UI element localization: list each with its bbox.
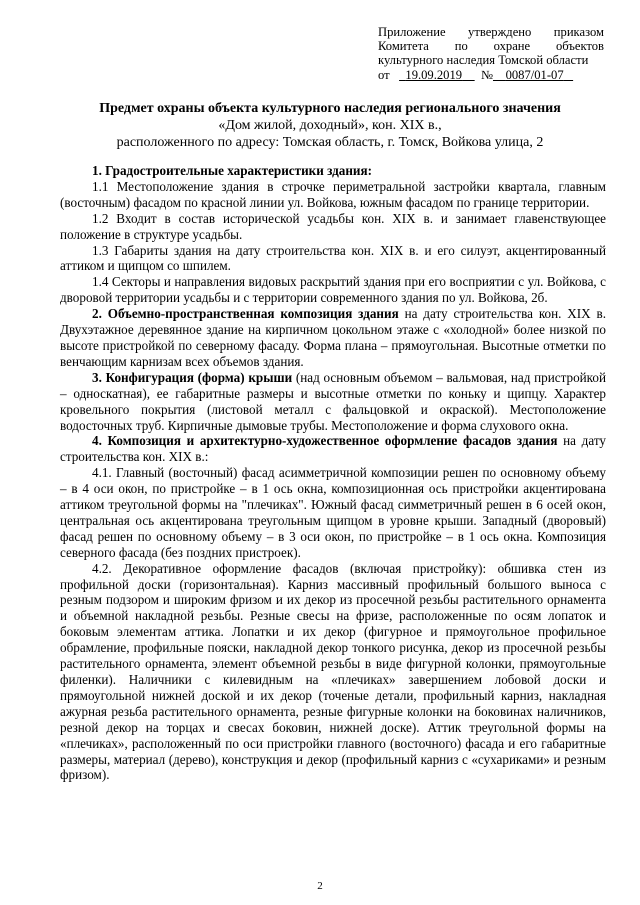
document-title <box>60 100 600 151</box>
approval-line-1: Приложение утверждено приказом <box>378 25 604 39</box>
approval-line-2: Комитета по охране объектов <box>378 39 604 54</box>
title-line-3: расположенного по адресу: Томская область, г. Томск, Войкова улица, 2 <box>116 135 544 150</box>
section-2-heading: 2. Объемно-пространственная композиция здания <box>92 306 399 322</box>
approval-date-line <box>378 68 604 82</box>
paragraph-1-1: 1.1 Местоположение здания в строчке периметральной застройки квартала, главным (восточным) фасадом по красной линии ул. Войкова, южным фасадом по границе территории. <box>60 178 606 210</box>
section-3-heading: 3. Конфигурация (форма) крыши <box>92 369 293 385</box>
section-4-heading: 4. Композиция и архитектурно-художественное оформление фасадов здания <box>92 433 558 449</box>
paragraph-4-2: 4.2. Декоративное оформление фасадов (включая пристройку): обшивка стен из профильной доски (горизонтальная). Карниз массивный профильный большого выноса с резным подзором и широким фризом и их декор из просечной резьбы растительного орнамента и объемной накладной резьбы. Резные свесы на фризе, расположенные по осям лопаток и боковым элементам аттика. Лопатки и их декор (фигурное и прямоугольное профильное обрамление, профильные пояски, накладной декор тонкого рисунка, декор из просечной резьбы растительного орнамента, элемент объемной резьбы в виде фигурной колонки, прямоугольные филенки). Наличники с килевидным на «плечиках» завершением лобовой доски и прямоугольной нижней доской и их декор (точеные детали, профильный карниз, накладная ажурная резьба растительного орнамента, резные фигурные колонки на боковинах наличников, резной декор на торцах и свесах боковин, нижней доске). Аттик треугольной формы на «плечиках», расположенный по оси пристройки главного (восточного) фасада и его габаритные размеры, материал (дерево), конструкция и декор (профильный карниз с «сухариками» и резным фризом). <box>60 560 606 783</box>
section-4 <box>60 433 606 465</box>
title-line-2: «Дом жилой, доходный», кон. XIX в., <box>218 118 442 133</box>
approval-number: 0087/01-07 <box>505 67 564 82</box>
section-3 <box>60 370 606 434</box>
title-line-1: Предмет охраны объекта культурного наследия регионального значения <box>99 101 561 116</box>
from-label: от <box>378 67 390 82</box>
approval-date: 19.09.2019 <box>405 67 463 82</box>
approval-stamp <box>378 25 604 82</box>
paragraph-1-3: 1.3 Габариты здания на дату строительства кон. XIX в. и его силуэт, акцентированный аттиком и щипцом со шпилем. <box>60 242 606 274</box>
section-3-text: (над основным объемом – вальмовая, над пристройкой – односкатная), ее габаритные размеры и высотные отметки по коньку и щипцу. Характер кровельного покрытия (листовой металл с фальцовкой и окраской). Местоположение водосточных труб. Кирпичные дымовые трубы. Местоположение и форма слухового окна. <box>60 369 606 433</box>
page-number: 2 <box>317 880 323 892</box>
section-2 <box>60 306 606 370</box>
paragraph-1-2: 1.2 Входит в состав исторической усадьбы кон. XIX в. и занимает главенствующее положение в структуре усадьбы. <box>60 210 606 242</box>
number-label: № <box>480 67 493 82</box>
section-1-heading: 1. Градостроительные характеристики здания: <box>92 163 372 178</box>
document-body <box>60 163 606 783</box>
section-2-text: на дату строительства кон. XIX в. Двухэтажное деревянное здание на кирпичном цокольном этаже с «холодной» более низкой по высоте пристройкой по северному фасаду. Форма плана – прямоугольная. Высотные отметки по венчающим карнизам всех объемов здания. <box>60 306 606 369</box>
paragraph-4-1: 4.1. Главный (восточный) фасад асимметричной композиции решен по основному объему – в 4 оси окон, по пристройке – в 1 ось окна, композиционная ось пристройки акцентирована аттиком треугольной формы на "плечиках". Южный фасад симметричный решен в 6 осей окон, центральная ось акцентирована треугольным щипцом в уровне крыши. Западный (дворовый) фасад решен по основному объему – в 3 оси окон, по пристройке – в 1 ось окна. Композиция северного фасада (без поздних пристроек). <box>60 465 606 560</box>
section-4-text: на дату строительства кон. XIX в.: <box>60 433 606 465</box>
paragraph-1-4: 1.4 Секторы и направления видовых раскрытий здания при его восприятии с ул. Войкова, с дворовой территории усадьбы и с территории современного здания по ул. Войкова, 2б. <box>60 274 606 306</box>
approval-line-3: культурного наследия Томской области <box>378 53 589 68</box>
